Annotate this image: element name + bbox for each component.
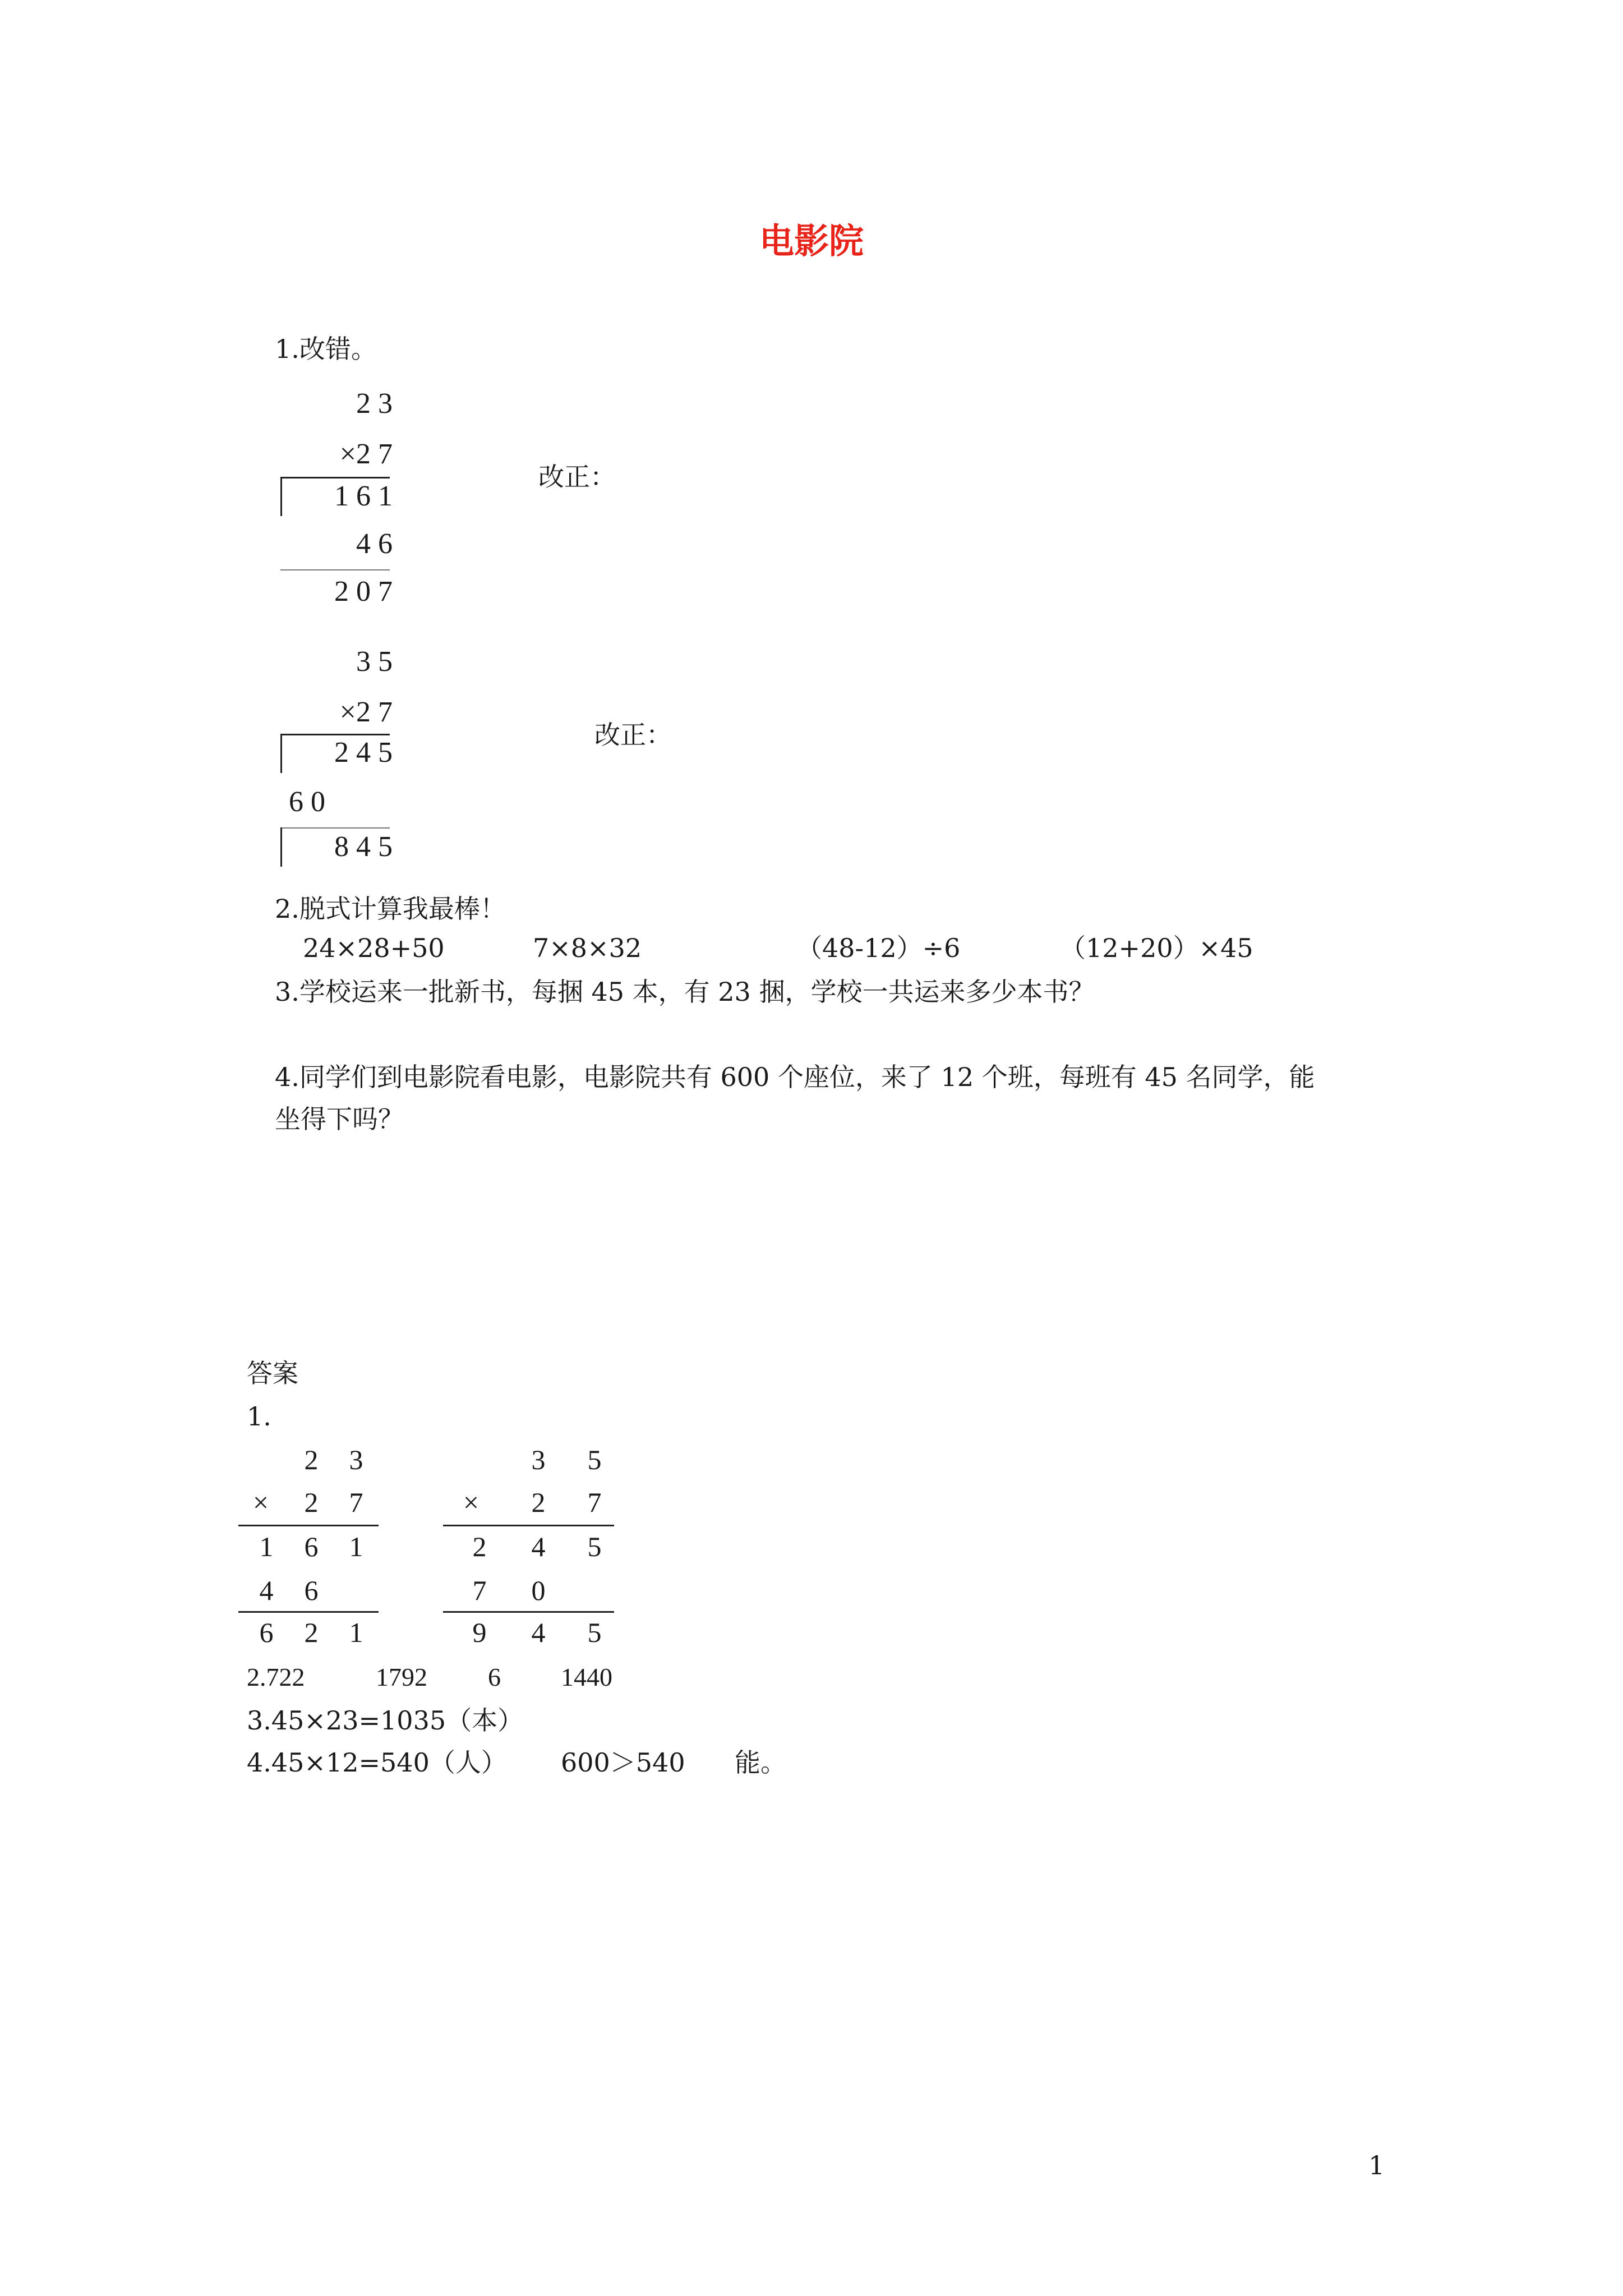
answer-2-v3: 6 [488, 1663, 501, 1691]
c2-r3-b: 4 [531, 1531, 546, 1562]
c2-r3-a: 2 [472, 1531, 487, 1562]
answer-1-label: 1. [247, 1401, 271, 1432]
c1-r5-c: 1 [349, 1617, 363, 1648]
c1-line1 [238, 1525, 379, 1526]
p1-row3: 1 6 1 [334, 480, 393, 512]
p1-row1: 2 3 [356, 388, 393, 420]
answer-4-expr: 4.45×12=540（人） [247, 1747, 507, 1778]
p1-row4: 4 6 [356, 528, 393, 560]
c2-r3-c: 5 [587, 1531, 602, 1562]
q2-expr-3: （48-12）÷6 [796, 933, 961, 963]
p1-correct-label: 改正： [538, 462, 616, 492]
c2-r2-op: × [463, 1487, 479, 1518]
q4-line1: 4.同学们到电影院看电影，电影院共有 600 个座位，来了 12 个班，每班有 45 名同学，能 [275, 1062, 1315, 1092]
answer-2-v1: 2.722 [247, 1663, 305, 1691]
q3-text: 3.学校运来一批新书，每捆 45 本，有 23 捆，学校一共运来多少本书？ [275, 977, 1095, 1007]
c2-r1-a: 3 [531, 1444, 546, 1475]
c2-r4-b: 0 [531, 1575, 546, 1606]
c2-line2 [443, 1611, 614, 1613]
c1-r5-a: 6 [259, 1617, 274, 1648]
p1-row5: 2 0 7 [334, 576, 393, 608]
p2-row4: 6 0 [289, 786, 325, 818]
p2-line1 [280, 734, 390, 735]
q2-expr-1: 24×28+50 [303, 933, 445, 963]
c1-line2 [238, 1611, 379, 1613]
q2-expr-2: 7×8×32 [533, 933, 642, 963]
c1-r2-b: 7 [349, 1487, 363, 1518]
q2-expr-4: （12+20）×45 [1060, 933, 1253, 963]
c1-r2-a: 2 [304, 1487, 319, 1518]
c1-r3-c: 1 [349, 1531, 363, 1562]
p1-bracket [280, 477, 282, 516]
answers-heading: 答案 [247, 1358, 298, 1388]
p2-row2: ×2 7 [339, 696, 393, 728]
c2-r1-b: 5 [587, 1444, 602, 1475]
q1-label: 1.改错。 [275, 334, 377, 364]
p2-row5: 8 4 5 [334, 831, 393, 863]
p2-row1: 3 5 [356, 646, 393, 678]
p2-row3: 2 4 5 [334, 737, 393, 769]
c2-r5-b: 4 [531, 1617, 546, 1648]
c2-r5-a: 9 [472, 1617, 487, 1648]
p2-bracket [280, 734, 282, 773]
c1-r2-op: × [252, 1487, 269, 1518]
answer-4-compare: 600＞540 [561, 1747, 685, 1778]
page-title: 电影院 [759, 220, 864, 261]
c1-r3-b: 6 [304, 1531, 319, 1562]
q2-label: 2.脱式计算我最棒！ [275, 894, 506, 924]
c2-r2-a: 2 [531, 1487, 546, 1518]
c1-r1-b: 3 [349, 1444, 363, 1475]
c2-line1 [443, 1525, 614, 1526]
answer-2-v2: 1792 [376, 1663, 427, 1691]
c1-r1-a: 2 [304, 1444, 319, 1475]
q4-line2: 坐得下吗？ [275, 1104, 404, 1134]
c1-r5-b: 2 [304, 1617, 319, 1648]
c2-r2-b: 7 [587, 1487, 602, 1518]
p1-row2: ×2 7 [339, 438, 393, 470]
p2-correct-label: 改正： [594, 720, 672, 750]
p1-line2 [280, 569, 390, 570]
p2-bracket2 [280, 827, 282, 867]
p1-line1 [280, 477, 390, 478]
c2-r4-a: 7 [472, 1575, 487, 1606]
c1-r4-b: 6 [304, 1575, 319, 1606]
answer-4-result: 能。 [735, 1747, 786, 1778]
c2-r5-c: 5 [587, 1617, 602, 1648]
answer-3: 3.45×23=1035（本） [247, 1705, 524, 1736]
page-number: 1 [1368, 2150, 1385, 2180]
c1-r3-a: 1 [259, 1531, 274, 1562]
c1-r4-a: 4 [259, 1575, 274, 1606]
answer-2-v4: 1440 [561, 1663, 612, 1691]
p2-line2 [280, 827, 390, 829]
